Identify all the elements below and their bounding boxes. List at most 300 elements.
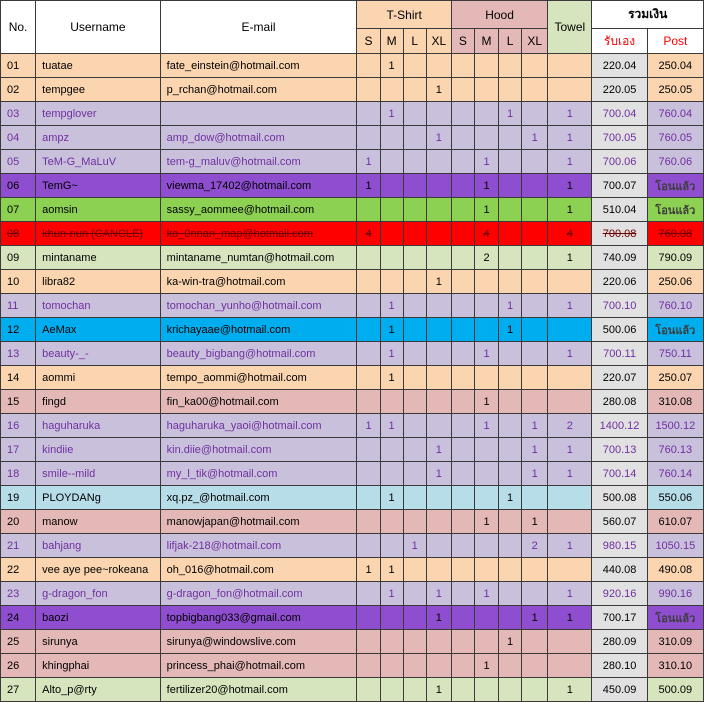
row-username: beauty-_-: [36, 342, 161, 366]
row-hood-m: 4: [474, 222, 498, 246]
row-tshirt-m: [380, 198, 403, 222]
row-number: 14: [1, 366, 36, 390]
row-hood-s: [451, 54, 474, 78]
row-email: haguharuka_yaoi@hotmail.com: [160, 414, 357, 438]
row-hood-s: [451, 462, 474, 486]
row-hood-m: [474, 462, 498, 486]
row-tshirt-m: [380, 270, 403, 294]
row-hood-xl: [522, 678, 548, 702]
row-email: xq.pz_@hotmail.com: [160, 486, 357, 510]
row-tshirt-xl: [426, 102, 451, 126]
row-towel: [548, 78, 592, 102]
row-hood-m: 1: [474, 510, 498, 534]
row-tshirt-s: [357, 126, 380, 150]
header-username: Username: [36, 1, 161, 54]
row-number: 21: [1, 534, 36, 558]
row-tshirt-l: [403, 414, 426, 438]
row-towel: [548, 558, 592, 582]
row-hood-s: [451, 246, 474, 270]
row-number: 10: [1, 270, 36, 294]
row-hood-s: [451, 534, 474, 558]
row-self-pickup-total: 510.04: [592, 198, 647, 222]
row-username: AeMax: [36, 318, 161, 342]
row-towel: 1: [548, 246, 592, 270]
row-hood-l: [499, 198, 522, 222]
row-tshirt-s: [357, 606, 380, 630]
row-towel: [548, 366, 592, 390]
row-hood-l: [499, 126, 522, 150]
row-tshirt-m: [380, 630, 403, 654]
row-hood-xl: 2: [522, 534, 548, 558]
table-row: [1, 606, 704, 630]
row-hood-xl: [522, 486, 548, 510]
row-hood-s: [451, 510, 474, 534]
row-tshirt-l: [403, 558, 426, 582]
table-row: [1, 150, 704, 174]
row-username: libra82: [36, 270, 161, 294]
row-hood-s: [451, 150, 474, 174]
row-email: manowjapan@hotmail.com: [160, 510, 357, 534]
row-tshirt-xl: 1: [426, 582, 451, 606]
row-hood-m: 2: [474, 246, 498, 270]
row-tshirt-l: [403, 294, 426, 318]
row-username: sirunya: [36, 630, 161, 654]
row-tshirt-m: [380, 654, 403, 678]
row-hood-m: [474, 486, 498, 510]
row-username: khingphai: [36, 654, 161, 678]
row-hood-l: [499, 414, 522, 438]
row-post-total: 760.14: [647, 462, 703, 486]
row-tshirt-xl: [426, 318, 451, 342]
row-username: baozi: [36, 606, 161, 630]
row-post-total: 500.09: [647, 678, 703, 702]
table-row: [1, 438, 704, 462]
row-hood-m: 1: [474, 174, 498, 198]
row-tshirt-s: [357, 198, 380, 222]
row-tshirt-m: 1: [380, 414, 403, 438]
row-hood-s: [451, 438, 474, 462]
row-number: 11: [1, 294, 36, 318]
row-username: bahjang: [36, 534, 161, 558]
row-self-pickup-total: 980.15: [592, 534, 647, 558]
row-self-pickup-total: 1400.12: [592, 414, 647, 438]
row-post-total: 310.08: [647, 390, 703, 414]
row-towel: 4: [548, 222, 592, 246]
row-hood-m: [474, 630, 498, 654]
row-username: tempgee: [36, 78, 161, 102]
row-tshirt-m: [380, 246, 403, 270]
row-tshirt-s: [357, 390, 380, 414]
row-tshirt-l: [403, 654, 426, 678]
row-hood-l: [499, 582, 522, 606]
row-towel: 1: [548, 462, 592, 486]
row-number: 20: [1, 510, 36, 534]
row-email: ka-win-tra@hotmail.com: [160, 270, 357, 294]
row-tshirt-xl: 1: [426, 606, 451, 630]
row-hood-xl: 1: [522, 462, 548, 486]
row-post-total: 1050.15: [647, 534, 703, 558]
row-tshirt-s: [357, 366, 380, 390]
row-tshirt-m: 1: [380, 102, 403, 126]
table-row: [1, 318, 704, 342]
row-hood-l: [499, 654, 522, 678]
row-hood-m: [474, 366, 498, 390]
row-hood-m: [474, 438, 498, 462]
row-towel: [548, 54, 592, 78]
table-row: [1, 366, 704, 390]
row-tshirt-l: 1: [403, 534, 426, 558]
row-email: sassy_aommee@hotmail.com: [160, 198, 357, 222]
row-tshirt-m: [380, 390, 403, 414]
row-email: tempo_aommi@hotmail.com: [160, 366, 357, 390]
row-hood-s: [451, 294, 474, 318]
header-hood-l: L: [499, 29, 522, 54]
row-tshirt-xl: [426, 558, 451, 582]
row-hood-xl: [522, 630, 548, 654]
row-post-total: 550.06: [647, 486, 703, 510]
row-tshirt-s: [357, 270, 380, 294]
row-post-total: 760.10: [647, 294, 703, 318]
row-hood-l: 1: [499, 318, 522, 342]
row-towel: [548, 630, 592, 654]
row-tshirt-xl: [426, 150, 451, 174]
row-tshirt-xl: [426, 294, 451, 318]
row-towel: 1: [548, 678, 592, 702]
row-email: oh_016@hotmail.com: [160, 558, 357, 582]
row-tshirt-s: 1: [357, 558, 380, 582]
row-hood-s: [451, 102, 474, 126]
row-username: mintaname: [36, 246, 161, 270]
row-hood-s: [451, 78, 474, 102]
row-tshirt-l: [403, 54, 426, 78]
row-self-pickup-total: 700.13: [592, 438, 647, 462]
table-row: [1, 486, 704, 510]
row-tshirt-s: [357, 342, 380, 366]
row-post-total: โอนแล้ว: [647, 174, 703, 198]
row-email: amp_dow@hotmail.com: [160, 126, 357, 150]
row-towel: 1: [548, 294, 592, 318]
row-number: 19: [1, 486, 36, 510]
header-hood-m: M: [474, 29, 498, 54]
header-tshirt-l: L: [403, 29, 426, 54]
row-username: ampz: [36, 126, 161, 150]
row-tshirt-s: [357, 246, 380, 270]
row-tshirt-s: [357, 486, 380, 510]
row-hood-s: [451, 222, 474, 246]
row-hood-m: 1: [474, 342, 498, 366]
header-hood-s: S: [451, 29, 474, 54]
row-self-pickup-total: 700.06: [592, 150, 647, 174]
row-post-total: 610.07: [647, 510, 703, 534]
row-self-pickup-total: 740.09: [592, 246, 647, 270]
row-towel: [548, 654, 592, 678]
row-tshirt-xl: [426, 534, 451, 558]
header-row-top: [1, 1, 704, 29]
row-hood-l: [499, 390, 522, 414]
row-tshirt-s: [357, 438, 380, 462]
row-tshirt-s: [357, 582, 380, 606]
row-hood-xl: 1: [522, 126, 548, 150]
table-row: [1, 630, 704, 654]
row-post-total: 990.16: [647, 582, 703, 606]
row-self-pickup-total: 220.07: [592, 366, 647, 390]
row-hood-l: 1: [499, 486, 522, 510]
row-email: mintaname_numtan@hotmail.com: [160, 246, 357, 270]
row-email: topbigbang033@gmail.com: [160, 606, 357, 630]
row-tshirt-l: [403, 462, 426, 486]
row-self-pickup-total: 280.10: [592, 654, 647, 678]
row-tshirt-m: [380, 222, 403, 246]
row-tshirt-s: [357, 294, 380, 318]
row-towel: [548, 270, 592, 294]
row-number: 27: [1, 678, 36, 702]
row-tshirt-s: [357, 78, 380, 102]
row-hood-xl: 1: [522, 414, 548, 438]
row-tshirt-s: [357, 678, 380, 702]
row-email: fertilizer20@hotmail.com: [160, 678, 357, 702]
table-row: [1, 102, 704, 126]
row-tshirt-s: 4: [357, 222, 380, 246]
row-tshirt-l: [403, 486, 426, 510]
row-tshirt-xl: [426, 222, 451, 246]
row-tshirt-l: [403, 582, 426, 606]
row-hood-m: [474, 558, 498, 582]
row-tshirt-l: [403, 222, 426, 246]
row-hood-s: [451, 606, 474, 630]
row-hood-s: [451, 414, 474, 438]
row-number: 07: [1, 198, 36, 222]
table-row: [1, 582, 704, 606]
row-hood-xl: 1: [522, 510, 548, 534]
row-self-pickup-total: 220.04: [592, 54, 647, 78]
table-row: [1, 198, 704, 222]
row-email: my_l_tik@hotmail.com: [160, 462, 357, 486]
row-tshirt-l: [403, 198, 426, 222]
row-self-pickup-total: 440.08: [592, 558, 647, 582]
row-hood-l: 1: [499, 102, 522, 126]
table-row: [1, 342, 704, 366]
row-tshirt-l: [403, 630, 426, 654]
row-tshirt-l: [403, 678, 426, 702]
row-email: ko_0nnan_map@hotmail.com: [160, 222, 357, 246]
row-towel: 1: [548, 102, 592, 126]
row-hood-m: [474, 606, 498, 630]
row-tshirt-s: [357, 534, 380, 558]
row-number: 24: [1, 606, 36, 630]
row-hood-s: [451, 678, 474, 702]
row-hood-m: [474, 294, 498, 318]
row-email: tomochan_yunho@hotmail.com: [160, 294, 357, 318]
row-tshirt-m: [380, 510, 403, 534]
row-hood-xl: [522, 582, 548, 606]
row-self-pickup-total: 700.10: [592, 294, 647, 318]
row-tshirt-xl: 1: [426, 678, 451, 702]
row-tshirt-m: 1: [380, 318, 403, 342]
row-tshirt-s: 1: [357, 174, 380, 198]
header-self-pickup: รับเอง: [592, 29, 647, 54]
table-row: [1, 78, 704, 102]
row-hood-s: [451, 558, 474, 582]
row-tshirt-s: 1: [357, 150, 380, 174]
row-tshirt-m: 1: [380, 342, 403, 366]
table-body: [1, 54, 704, 702]
row-tshirt-m: [380, 126, 403, 150]
header-hood: Hood: [451, 1, 547, 29]
row-number: 04: [1, 126, 36, 150]
table-row: [1, 414, 704, 438]
row-hood-s: [451, 318, 474, 342]
row-self-pickup-total: 700.08: [592, 222, 647, 246]
row-towel: 1: [548, 150, 592, 174]
row-tshirt-xl: [426, 198, 451, 222]
row-number: 26: [1, 654, 36, 678]
row-hood-s: [451, 630, 474, 654]
row-username: manow: [36, 510, 161, 534]
row-tshirt-l: [403, 102, 426, 126]
row-tshirt-s: [357, 318, 380, 342]
row-tshirt-l: [403, 318, 426, 342]
header-tshirt-xl: XL: [426, 29, 451, 54]
row-email: g-dragon_fon@hotmail.com: [160, 582, 357, 606]
row-hood-xl: [522, 390, 548, 414]
row-tshirt-xl: [426, 390, 451, 414]
row-hood-xl: [522, 654, 548, 678]
row-post-total: โอนแล้ว: [647, 318, 703, 342]
row-tshirt-m: 1: [380, 486, 403, 510]
row-email: beauty_bigbang@hotmail.com: [160, 342, 357, 366]
row-hood-s: [451, 270, 474, 294]
row-post-total: 760.08: [647, 222, 703, 246]
row-tshirt-xl: [426, 174, 451, 198]
row-number: 06: [1, 174, 36, 198]
row-hood-s: [451, 174, 474, 198]
row-tshirt-l: [403, 342, 426, 366]
row-email: krichayaae@hotmail.com: [160, 318, 357, 342]
header-hood-xl: XL: [522, 29, 548, 54]
row-post-total: 750.11: [647, 342, 703, 366]
row-number: 18: [1, 462, 36, 486]
row-tshirt-s: [357, 654, 380, 678]
row-post-total: 760.13: [647, 438, 703, 462]
row-email: tem-g_maluv@hotmail.com: [160, 150, 357, 174]
row-number: 12: [1, 318, 36, 342]
row-tshirt-m: 1: [380, 294, 403, 318]
row-tshirt-m: 1: [380, 54, 403, 78]
row-tshirt-m: [380, 150, 403, 174]
row-tshirt-l: [403, 390, 426, 414]
row-self-pickup-total: 220.05: [592, 78, 647, 102]
header-post: Post: [647, 29, 703, 54]
row-tshirt-xl: 1: [426, 126, 451, 150]
row-tshirt-l: [403, 246, 426, 270]
row-towel: 1: [548, 126, 592, 150]
row-hood-xl: [522, 366, 548, 390]
row-hood-l: [499, 510, 522, 534]
row-hood-l: [499, 78, 522, 102]
row-email: fin_ka00@hotmail.com: [160, 390, 357, 414]
row-tshirt-xl: [426, 54, 451, 78]
row-hood-xl: [522, 150, 548, 174]
row-tshirt-l: [403, 270, 426, 294]
row-hood-xl: 1: [522, 438, 548, 462]
row-tshirt-s: [357, 102, 380, 126]
row-towel: [548, 318, 592, 342]
row-tshirt-s: [357, 510, 380, 534]
row-hood-s: [451, 366, 474, 390]
table-row: [1, 54, 704, 78]
row-tshirt-m: [380, 174, 403, 198]
table-row: [1, 654, 704, 678]
row-hood-l: [499, 150, 522, 174]
header-email: E-mail: [160, 1, 357, 54]
row-hood-s: [451, 486, 474, 510]
row-towel: 1: [548, 582, 592, 606]
row-number: 01: [1, 54, 36, 78]
row-hood-l: [499, 342, 522, 366]
row-hood-m: [474, 534, 498, 558]
row-tshirt-xl: [426, 414, 451, 438]
row-number: 15: [1, 390, 36, 414]
row-tshirt-m: [380, 438, 403, 462]
row-tshirt-xl: [426, 630, 451, 654]
row-number: 25: [1, 630, 36, 654]
row-post-total: 250.06: [647, 270, 703, 294]
row-tshirt-xl: [426, 246, 451, 270]
table-row: [1, 270, 704, 294]
row-tshirt-l: [403, 150, 426, 174]
row-number: 16: [1, 414, 36, 438]
row-post-total: 790.09: [647, 246, 703, 270]
row-tshirt-l: [403, 510, 426, 534]
row-username: tempglover: [36, 102, 161, 126]
header-total: รวมเงิน: [592, 1, 704, 29]
row-tshirt-xl: [426, 654, 451, 678]
table-row: [1, 678, 704, 702]
table-row: [1, 558, 704, 582]
row-hood-l: [499, 246, 522, 270]
row-towel: 1: [548, 534, 592, 558]
row-username: haguharuka: [36, 414, 161, 438]
row-towel: 1: [548, 438, 592, 462]
row-hood-l: [499, 534, 522, 558]
row-self-pickup-total: 700.04: [592, 102, 647, 126]
row-hood-xl: [522, 102, 548, 126]
row-tshirt-m: 1: [380, 558, 403, 582]
row-self-pickup-total: 220.06: [592, 270, 647, 294]
row-hood-s: [451, 126, 474, 150]
row-post-total: 760.06: [647, 150, 703, 174]
row-towel: 2: [548, 414, 592, 438]
row-post-total: 250.07: [647, 366, 703, 390]
row-hood-l: [499, 366, 522, 390]
row-tshirt-xl: [426, 486, 451, 510]
row-hood-xl: [522, 246, 548, 270]
row-hood-s: [451, 390, 474, 414]
table-row: [1, 126, 704, 150]
row-towel: 1: [548, 174, 592, 198]
row-self-pickup-total: 560.07: [592, 510, 647, 534]
row-email: p_rchan@hotmail.com: [160, 78, 357, 102]
row-tshirt-xl: [426, 510, 451, 534]
row-tshirt-s: [357, 54, 380, 78]
row-hood-l: 1: [499, 294, 522, 318]
row-tshirt-m: [380, 678, 403, 702]
row-hood-l: [499, 270, 522, 294]
row-username: TemG~: [36, 174, 161, 198]
row-hood-l: [499, 438, 522, 462]
row-username: PLOYDANg: [36, 486, 161, 510]
row-self-pickup-total: 700.07: [592, 174, 647, 198]
